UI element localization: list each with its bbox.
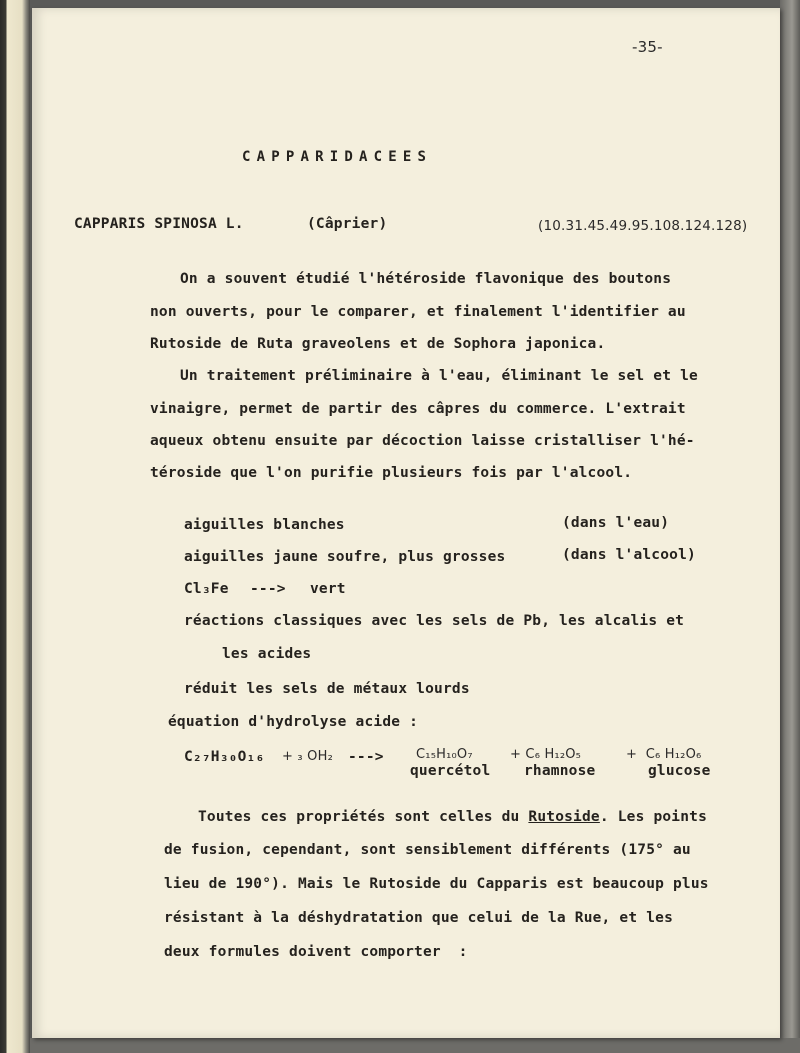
species-name: CAPPARIS SPINOSA L. <box>74 216 244 232</box>
para3-line4: résistant à la déshydratation que celui de la Rue, et les <box>164 910 673 926</box>
para3-line3: lieu de 190°). Mais le Rutoside du Capparis est beaucoup plus <box>164 876 709 892</box>
rutoside-underlined: Rutoside <box>528 809 600 825</box>
property-yellow-needles-note: (dans l'alcool) <box>562 547 696 563</box>
property-reduces-heavy-metals: réduit les sels de métaux lourds <box>184 681 470 697</box>
property-white-needles: aiguilles blanches <box>184 517 345 533</box>
species-common-name: (Câprier) <box>307 216 388 232</box>
family-title: CAPPARIDACEES <box>242 149 433 165</box>
equation-product-glucose-formula: + C₆ H₁₂O₆ <box>626 747 702 762</box>
scan-edge-right <box>780 0 800 1053</box>
para1-line2: non ouverts, pour le comparer, et finalement l'identifier au <box>150 304 686 320</box>
para1-line1: On a souvent étudié l'hétéroside flavonique des boutons <box>180 271 672 287</box>
para3-line1 <box>198 808 707 826</box>
equation-product-rhamnose-name: rhamnose <box>524 763 596 779</box>
para1-line3: Rutoside de Ruta graveolens et de Sophora japonica. <box>150 336 606 352</box>
para3-line2: de fusion, cependant, sont sensiblement différents (175° au <box>164 842 691 858</box>
para2-line3: aqueux obtenu ensuite par décoction laisse cristalliser l'hé- <box>150 433 695 449</box>
para3-line5: deux formules doivent comporter : <box>164 944 468 960</box>
property-white-needles-note: (dans l'eau) <box>562 515 670 531</box>
page-number: -35- <box>632 38 663 56</box>
equation-water: + ₃ OH₂ <box>282 749 333 764</box>
equation-product-rhamnose-formula: + C₆ H₁₂O₅ <box>510 747 582 762</box>
property-reactions-line1: réactions classiques avec les sels de Pb, les alcalis et <box>184 613 685 629</box>
para3-line1-start: Toutes ces propriétés sont celles du <box>198 809 529 825</box>
para2-line4: téroside que l'on purifie plusieurs fois par l'alcool. <box>150 465 633 481</box>
property-cl3fe-result: vert <box>310 581 346 597</box>
para2-line2: vinaigre, permet de partir des câpres du commerce. L'extrait <box>150 401 686 417</box>
equation-arrow: ---> <box>348 749 384 765</box>
equation-product-quercetol-name: quercétol <box>410 763 491 779</box>
property-reactions-line2: les acides <box>222 646 312 662</box>
equation-product-quercetol-formula: C₁₅H₁₀O₇ <box>416 747 473 762</box>
book-binding <box>0 0 30 1053</box>
hydrolysis-equation-label: équation d'hydrolyse acide : <box>168 714 419 730</box>
property-yellow-needles: aiguilles jaune soufre, plus grosses <box>184 549 506 565</box>
species-references: (10.31.45.49.95.108.124.128) <box>538 218 748 234</box>
property-cl3fe-reagent: Cl₃Fe <box>184 581 229 597</box>
para2-line1: Un traitement préliminaire à l'eau, éliminant le sel et le <box>180 368 698 384</box>
scan-edge-bottom <box>30 1038 800 1053</box>
equation-reactant: C₂₇H₃₀O₁₆ <box>184 749 265 765</box>
equation-product-glucose-name: glucose <box>648 763 711 779</box>
document-page <box>32 8 780 1038</box>
property-cl3fe-arrow: ---> <box>250 581 286 597</box>
para3-line1-end: . Les points <box>599 809 708 825</box>
